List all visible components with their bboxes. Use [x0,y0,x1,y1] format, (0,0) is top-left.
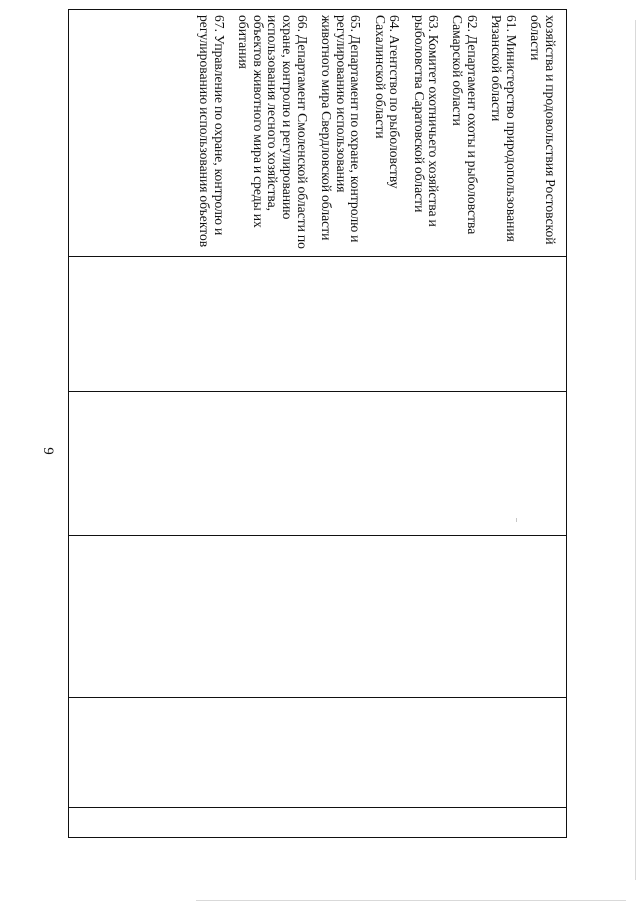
page-number: 9 [40,447,56,455]
organization-entry: 67. Управление по охране, контролю и регулированию использования объектов [197,15,227,248]
organization-entry: 62. Департамент охоты и рыболовства Самарской области [450,15,481,235]
organization-entry: 61. Министерство природопользования Рязанской области [489,15,520,242]
column-divider [69,391,566,392]
scan-speck [516,518,517,522]
organization-entry: хозяйства и продовольствия Ростовской области [528,15,558,245]
organizations-list [68,9,567,255]
organizations-cell [68,9,567,255]
organization-entry: 65. Департамент по охране, контролю и регулированию использования животного мира Свердловской области [319,15,364,243]
scan-edge-bottom [196,900,626,901]
column-divider [69,697,566,698]
column-divider [69,807,566,808]
organization-entry: 63. Комитет охотничьего хозяйства и рыболовства Саратовской области [411,15,442,227]
organization-entry: 64. Агентство по рыболовству Сахалинской области [372,15,403,189]
column-divider [69,256,566,257]
column-divider [69,535,566,536]
scan-edge-right [635,20,636,880]
organization-entry: 66. Департамент Смоленской области по охране, контролю и регулированию использования лесного хозяйства, объектов животного мира и среды их обитания [236,15,310,249]
